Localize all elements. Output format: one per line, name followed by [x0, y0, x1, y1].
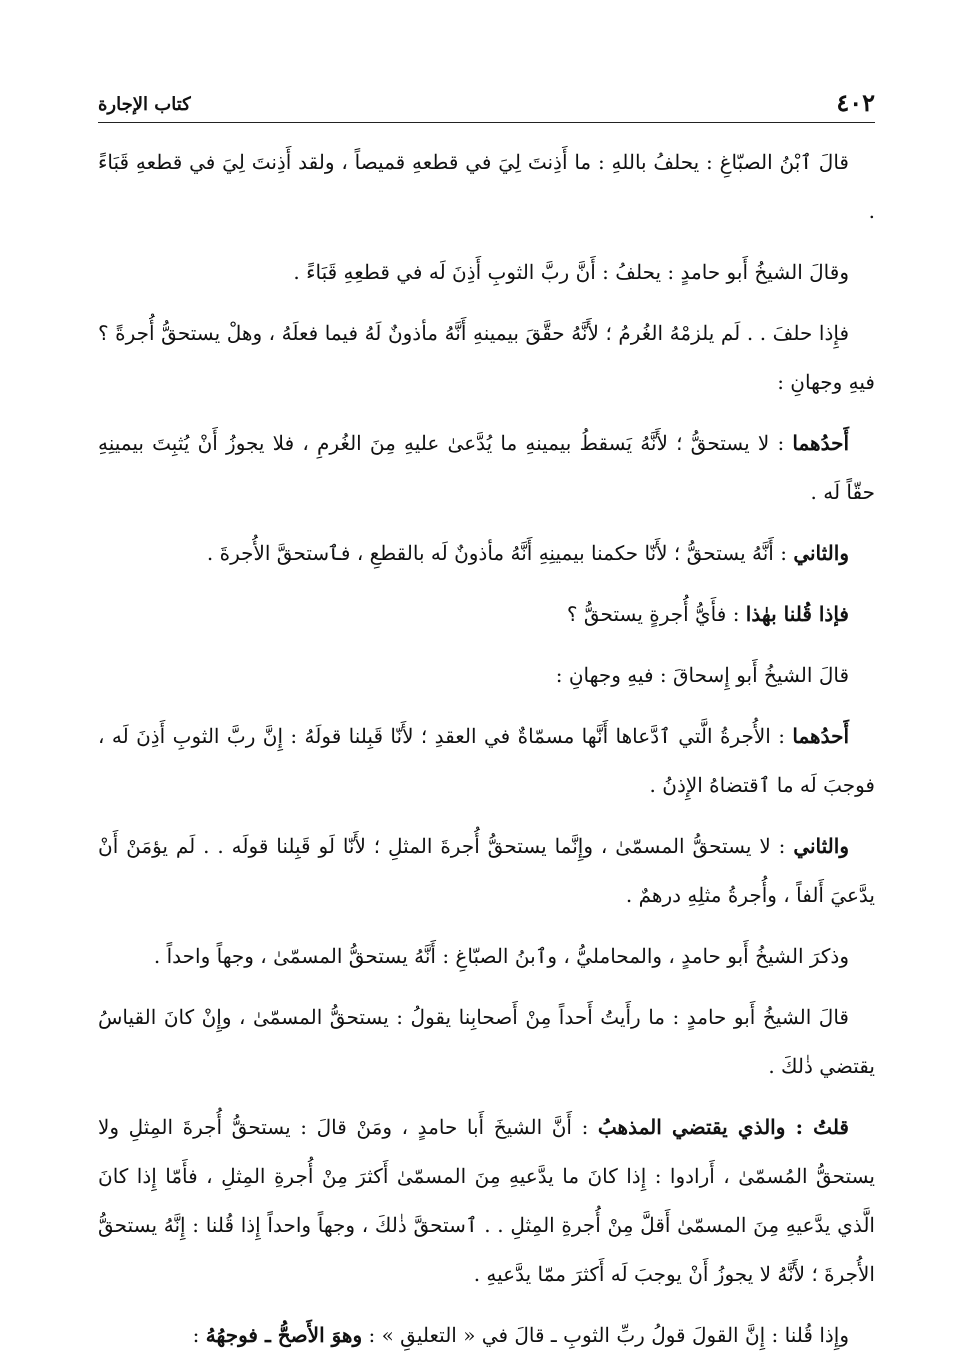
paragraph [98, 932, 875, 981]
paragraph-text: وقالَ الشيخُ أَبو حامدٍ : يحلفُ : أَنَّ ربَّ الثوبِ أَذِنَ لَه في قطعِهِ قَبَاءً . [293, 260, 849, 284]
paragraph-lead: أَحدُهما [792, 431, 849, 455]
paragraph [98, 822, 875, 920]
paragraph-text: : لا يستحقُّ المسمّىٰ ، وإِنَّما يستحقُّ أُجرةَ المثلِ ؛ لأَنّا لَو قَبِلنا قولَه . . لَم يؤمَنْ أَنْ يدَّعيَ أَلفاً ، وأُجرةُ مثلِهِ درهمٌ . [98, 834, 875, 907]
paragraph [98, 651, 875, 700]
paragraph [98, 419, 875, 517]
paragraph [98, 1311, 875, 1360]
paragraph [98, 590, 875, 639]
paragraph-text: وذكرَ الشيخُ أَبو حامدٍ ، والمحامليُّ ، وٱبنُ الصبّاغِ : أَنَّهُ يستحقُّ المسمّىٰ ، وجهاً واحداً . [153, 944, 849, 968]
paragraph-text: وإِذا قُلنا : إِنَّ القولَ قولُ ربِّ الثوبِ ـ قالَ في « التعليقِ » : [362, 1323, 849, 1347]
paragraph-lead: قلتُ : [795, 1115, 849, 1139]
page-header [98, 86, 875, 123]
paragraph-lead: أَحدُهما [792, 724, 849, 748]
paragraph-text: : أَنَّهُ يستحقُّ ؛ لأَنّا حكمنا بيمينِهِ أَنَّهُ مأذونٌ لَه بالقطعِ ، فٱستحقَّ الأُجرةَ . [206, 541, 794, 565]
paragraph-emphasis: والذي يقتضي المذهبُ [597, 1115, 796, 1139]
paragraph-emphasis: وهوَ الأَصحُّ ـ فوجهُهُ [205, 1323, 363, 1347]
paragraph-text: قالَ الشيخُ أَبو حامدٍ : ما رأَيتُ أَحداً مِنْ أَصحابِنا يقولُ : يستحقُّ المسمّىٰ ، وإِنْ كانَ القياسُ يقتضي ذٰلكَ . [98, 1005, 875, 1078]
paragraph-text: : لا يستحقُّ ؛ لأَنَّهُ يَسقطُ بيمينهِ ما يُدَّعىٰ عليهِ مِنَ الغُرمِ ، فلا يجوزُ أَنْ يُثبِتَ بيمينِهِ حقّاً لَه . [98, 431, 875, 504]
paragraph [98, 309, 875, 407]
paragraph [98, 712, 875, 810]
page-body [98, 138, 875, 1372]
page-number: ٤٠٢ [836, 88, 875, 117]
paragraph [98, 248, 875, 297]
paragraph [98, 529, 875, 578]
paragraph-text: : أَنَّ الشيخَ أَبا حامدٍ ، ومَنْ قالَ : يستحقُّ أُجرةَ المِثلِ ولا يستحقُّ المُسمّىٰ ، أَرادوا : إِذا كانَ ما يدَّعيهِ مِنَ المسمّىٰ أَكثرَ مِنْ أُجرةِ المِثلِ ، فأَمّا إِذا كانَ الَّذي يدَّعيهِ مِنَ المسمّىٰ أَقلَّ مِنْ أُجرةِ المِثلِ . . ٱستحقَّ ذٰلكَ ، وجهاً واحداً إِذا قُلنا : إِنَّهُ يستحقُّ الأُجرةَ ؛ لأَنَّهُ لا يجوزُ أَنْ يوجبَ لَه أَكثرَ ممّا يدَّعيهِ . [98, 1115, 875, 1286]
paragraph [98, 1103, 875, 1299]
paragraph-text: فإِذا حلفَ . . لَم يلزمْهُ الغُرمُ ؛ لأَنَّهُ حقَّقَ بيمينهِ أَنَّهُ مأذونٌ لَهُ فيما فعلَهُ ، وهلْ يستحقُّ أُجرةً ؟ فيهِ وجهانِ : [98, 321, 875, 394]
paragraph-text: : الأُجرةُ الَّتي ٱدَّعاها أَنَّها مسمّاةٌ في العقدِ ؛ لأَنّا قَبِلنا قولَهُ : إِنَّ ربَّ الثوبِ أَذِنَ لَه ، فوجبَ لَه ما ٱقتضاهُ الإِذنُ . [98, 724, 875, 797]
paragraph-tail: : [192, 1323, 206, 1347]
running-title: كتاب الإجارة [98, 94, 191, 115]
paragraph-text: : فأَيُّ أُجرةٍ يستحقُّ ؟ [566, 602, 746, 626]
paragraph [98, 993, 875, 1091]
paragraph-lead: والثاني [793, 834, 849, 858]
paragraph-text: قالَ الشيخُ أَبو إِسحاقَ : فيهِ وجهانِ : [555, 663, 849, 687]
paragraph-lead: والثاني [793, 541, 849, 565]
paragraph-lead: فإذا قُلنا بهٰذا [745, 602, 849, 626]
paragraph-text: قالَ ٱبْنُ الصبّاغِ : يحلفُ باللهِ : ما أَذِنتَ لِيَ في قطعهِ قميصاً ، ولقد أَذِنتَ لِيَ في قطعهِ قَبَاءً . [98, 150, 875, 223]
paragraph [98, 138, 875, 236]
